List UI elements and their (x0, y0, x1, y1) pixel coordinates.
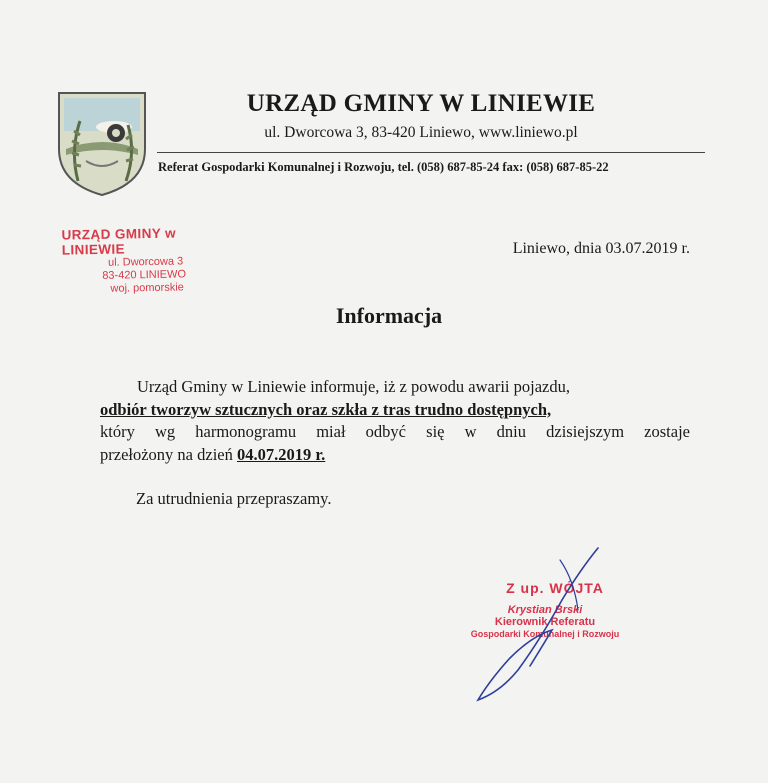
signature-stamp-role: Kierownik Referatu (494, 616, 596, 628)
office-stamp (61, 224, 242, 296)
body-line-4-prefix: przełożony na dzień (100, 444, 233, 464)
organization-name: URZĄD GMINY W LINIEWIE (246, 90, 596, 117)
date-line: Liniewo, dnia 03.07.2019 r. (512, 240, 690, 257)
handwritten-signature (470, 540, 610, 710)
signature-stamp-authority: Z up. WÓJTA (506, 580, 604, 596)
apology-line: Za utrudnienia przepraszamy. (136, 489, 332, 508)
new-collection-date: 04.07.2019 r. (236, 444, 326, 464)
department-contact: Referat Gospodarki Komunalnej i Rozwoju, tel. (058) 687-85-24 fax: (058) 687-85-22 (158, 160, 609, 174)
stamp-street: ul. Dworcowa 3 (107, 255, 184, 269)
stamp-city: 83-420 LINIEWO (102, 268, 187, 282)
header-divider (157, 152, 705, 153)
stamp-name: URZĄD GMINY w LINIEWIE (61, 225, 177, 258)
body-paragraph (100, 376, 690, 466)
body-line-1: Urząd Gminy w Liniewie informuje, iż z powodu awarii pojazdu, (137, 377, 570, 396)
body-line-3: który wg harmonogramu miał odbyć się w dniu dzisiejszym zostaje (100, 422, 690, 441)
signature-stamp-department: Gospodarki Komunalnej i Rozwoju (470, 629, 620, 639)
document-title: Informacja (335, 303, 443, 328)
stamp-region: woj. pomorskie (110, 281, 184, 295)
body-line-4 (100, 444, 690, 467)
signature-stamp-person: Krystian Brski (507, 604, 583, 616)
municipal-coat-of-arms-icon (56, 91, 148, 197)
organization-address: ul. Dworcowa 3, 83-420 Liniewo, www.liniewo.pl (264, 124, 578, 141)
body-line-2-emphasis: odbiór tworzyw sztucznych oraz szkła z tras trudno dostępnych, (100, 399, 552, 419)
